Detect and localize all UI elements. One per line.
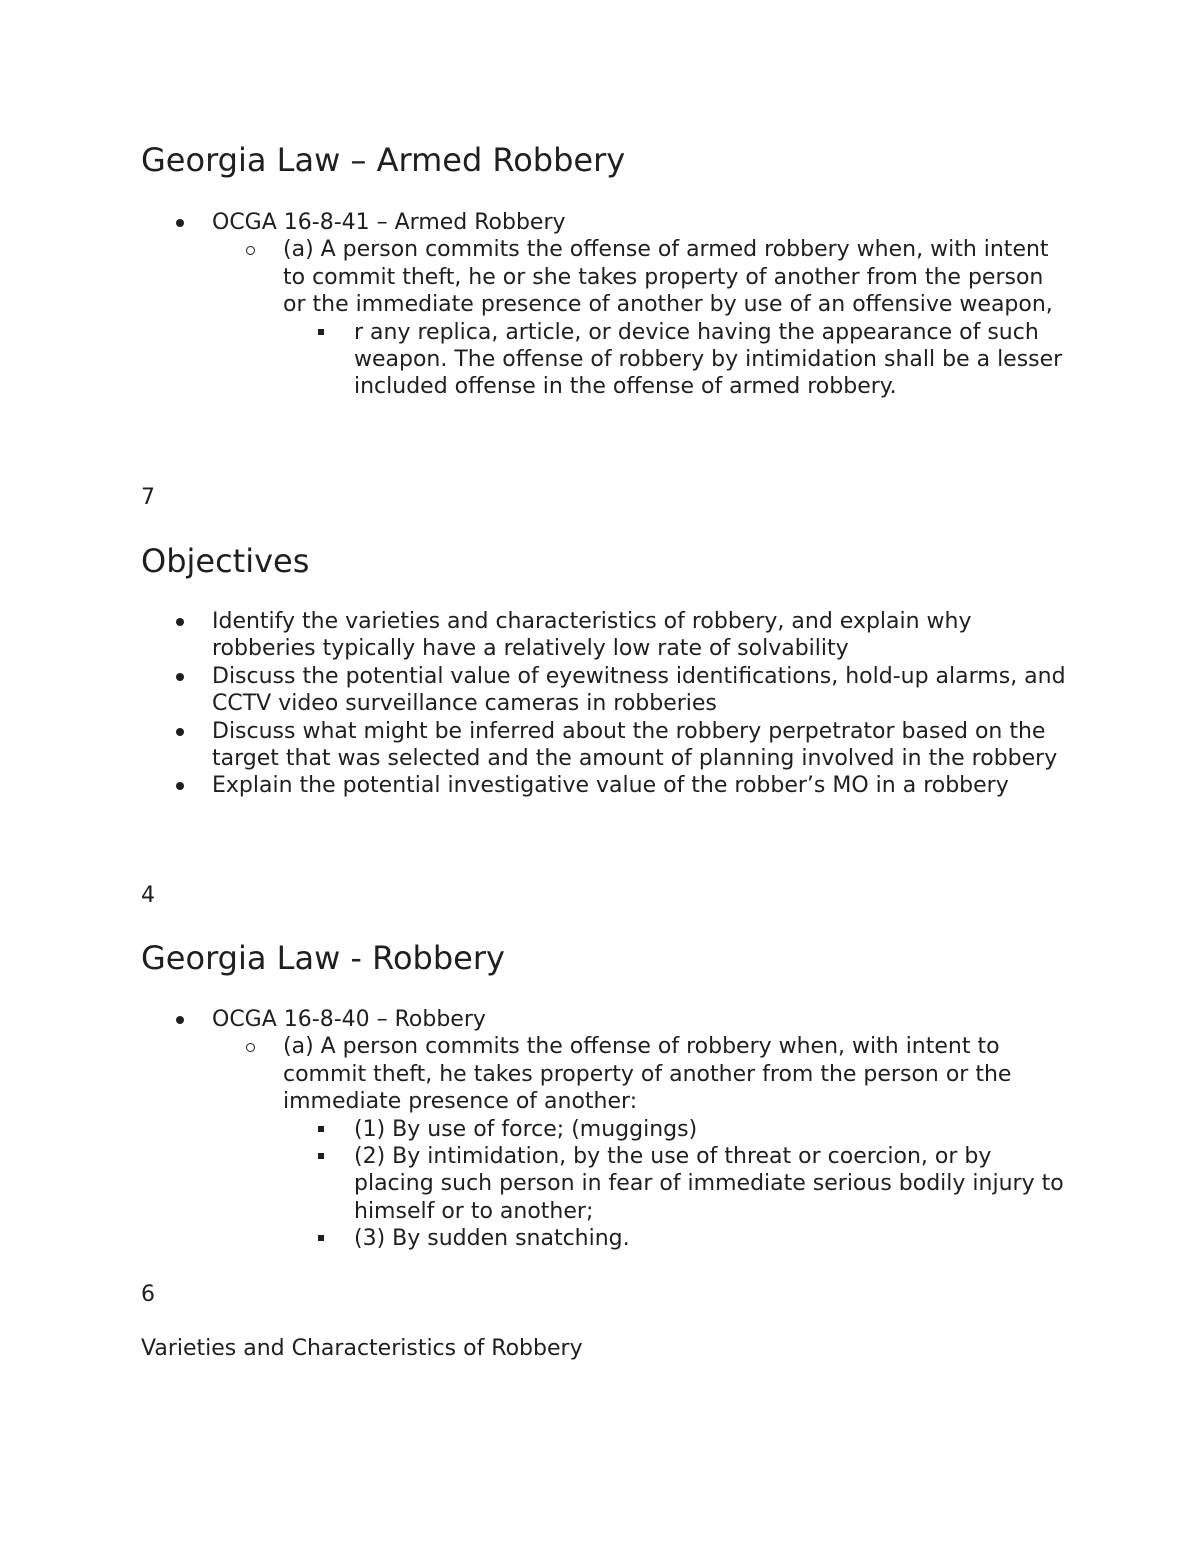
list-item-objective [141, 608, 1071, 663]
circle-bullet-icon [244, 236, 264, 263]
section-robbery [141, 938, 1071, 978]
list-item-text: Explain the potential investigative value of the robber’s MO in a robbery [212, 773, 1009, 799]
list-item-ocga-16-8-41 [141, 209, 1071, 401]
disc-bullet-icon [173, 608, 193, 635]
list-item-text: r any replica, article, or device having the appearance of such weapon. The offense of robbery by intimidation shall be a lesser included offense in the offense of armed robbery. [354, 319, 1063, 400]
list-item-ocga-16-8-40 [141, 1006, 1071, 1253]
list-item-text: OCGA 16-8-41 – Armed Robbery [212, 210, 566, 235]
square-bullet-icon [315, 319, 335, 346]
list-item-text: (1) By use of force; (muggings) [354, 1116, 698, 1142]
disc-bullet-icon [173, 772, 193, 799]
list-item-text: Identify the varieties and characteristics of robbery, and explain why robberies typically have a relatively low rate of solvability [212, 609, 972, 662]
list-item-robbery-means [141, 1143, 1071, 1225]
disc-bullet-icon [173, 718, 193, 745]
slide-number: 6 [141, 1282, 155, 1307]
heading-robbery: Georgia Law - Robbery [141, 939, 505, 977]
list-item-objective [141, 772, 1071, 799]
section-objectives [141, 541, 1071, 581]
list-item-text: (2) By intimidation, by the use of threat or coercion, or by placing such person in fear of immediate serious bodily injury to himself or to another; [354, 1144, 1064, 1224]
list-item-armed-robbery-definition [141, 236, 1071, 400]
disc-bullet-icon [173, 663, 193, 690]
armed-robbery-list [141, 209, 1071, 401]
square-bullet-icon [315, 1116, 335, 1143]
list-item-text: Discuss what might be inferred about the robbery perpetrator based on the target that was selected and the amount of planning involved in the robbery [212, 718, 1058, 772]
list-item-objective [141, 718, 1071, 773]
robbery-list [141, 1006, 1071, 1253]
list-item-text: (a) A person commits the offense of robbery when, with intent to commit theft, he takes property of another from the person or the immediate presence of another: [283, 1034, 1012, 1115]
list-item-objective [141, 663, 1071, 718]
heading-objectives: Objectives [141, 542, 310, 580]
list-item-text: (3) By sudden snatching. [354, 1226, 630, 1252]
square-bullet-icon [315, 1225, 335, 1252]
slide-number: 4 [141, 883, 155, 908]
list-item-text: OCGA 16-8-40 – Robbery [212, 1007, 486, 1032]
varieties-heading-text: Varieties and Characteristics of Robbery [141, 1336, 583, 1361]
slide-number: 7 [141, 485, 155, 510]
list-item-replica-clause [141, 319, 1071, 401]
disc-bullet-icon [173, 209, 193, 236]
heading-armed-robbery: Georgia Law – Armed Robbery [141, 141, 626, 179]
list-item-robbery-definition [141, 1033, 1071, 1252]
square-bullet-icon [315, 1143, 335, 1170]
section-armed-robbery [141, 140, 1071, 180]
list-item-text: Discuss the potential value of eyewitness identifications, hold-up alarms, and CCTV video surveillance cameras in robberies [212, 663, 1066, 717]
circle-bullet-icon [244, 1033, 264, 1060]
disc-bullet-icon [173, 1006, 193, 1033]
list-item-text: (a) A person commits the offense of armed robbery when, with intent to commit theft, he or she takes property of another from the person or the immediate presence of another by use of an offensive weapon, [283, 237, 1053, 318]
list-item-robbery-means [141, 1225, 1071, 1252]
list-item-robbery-means [141, 1116, 1071, 1143]
objectives-list [141, 608, 1071, 800]
